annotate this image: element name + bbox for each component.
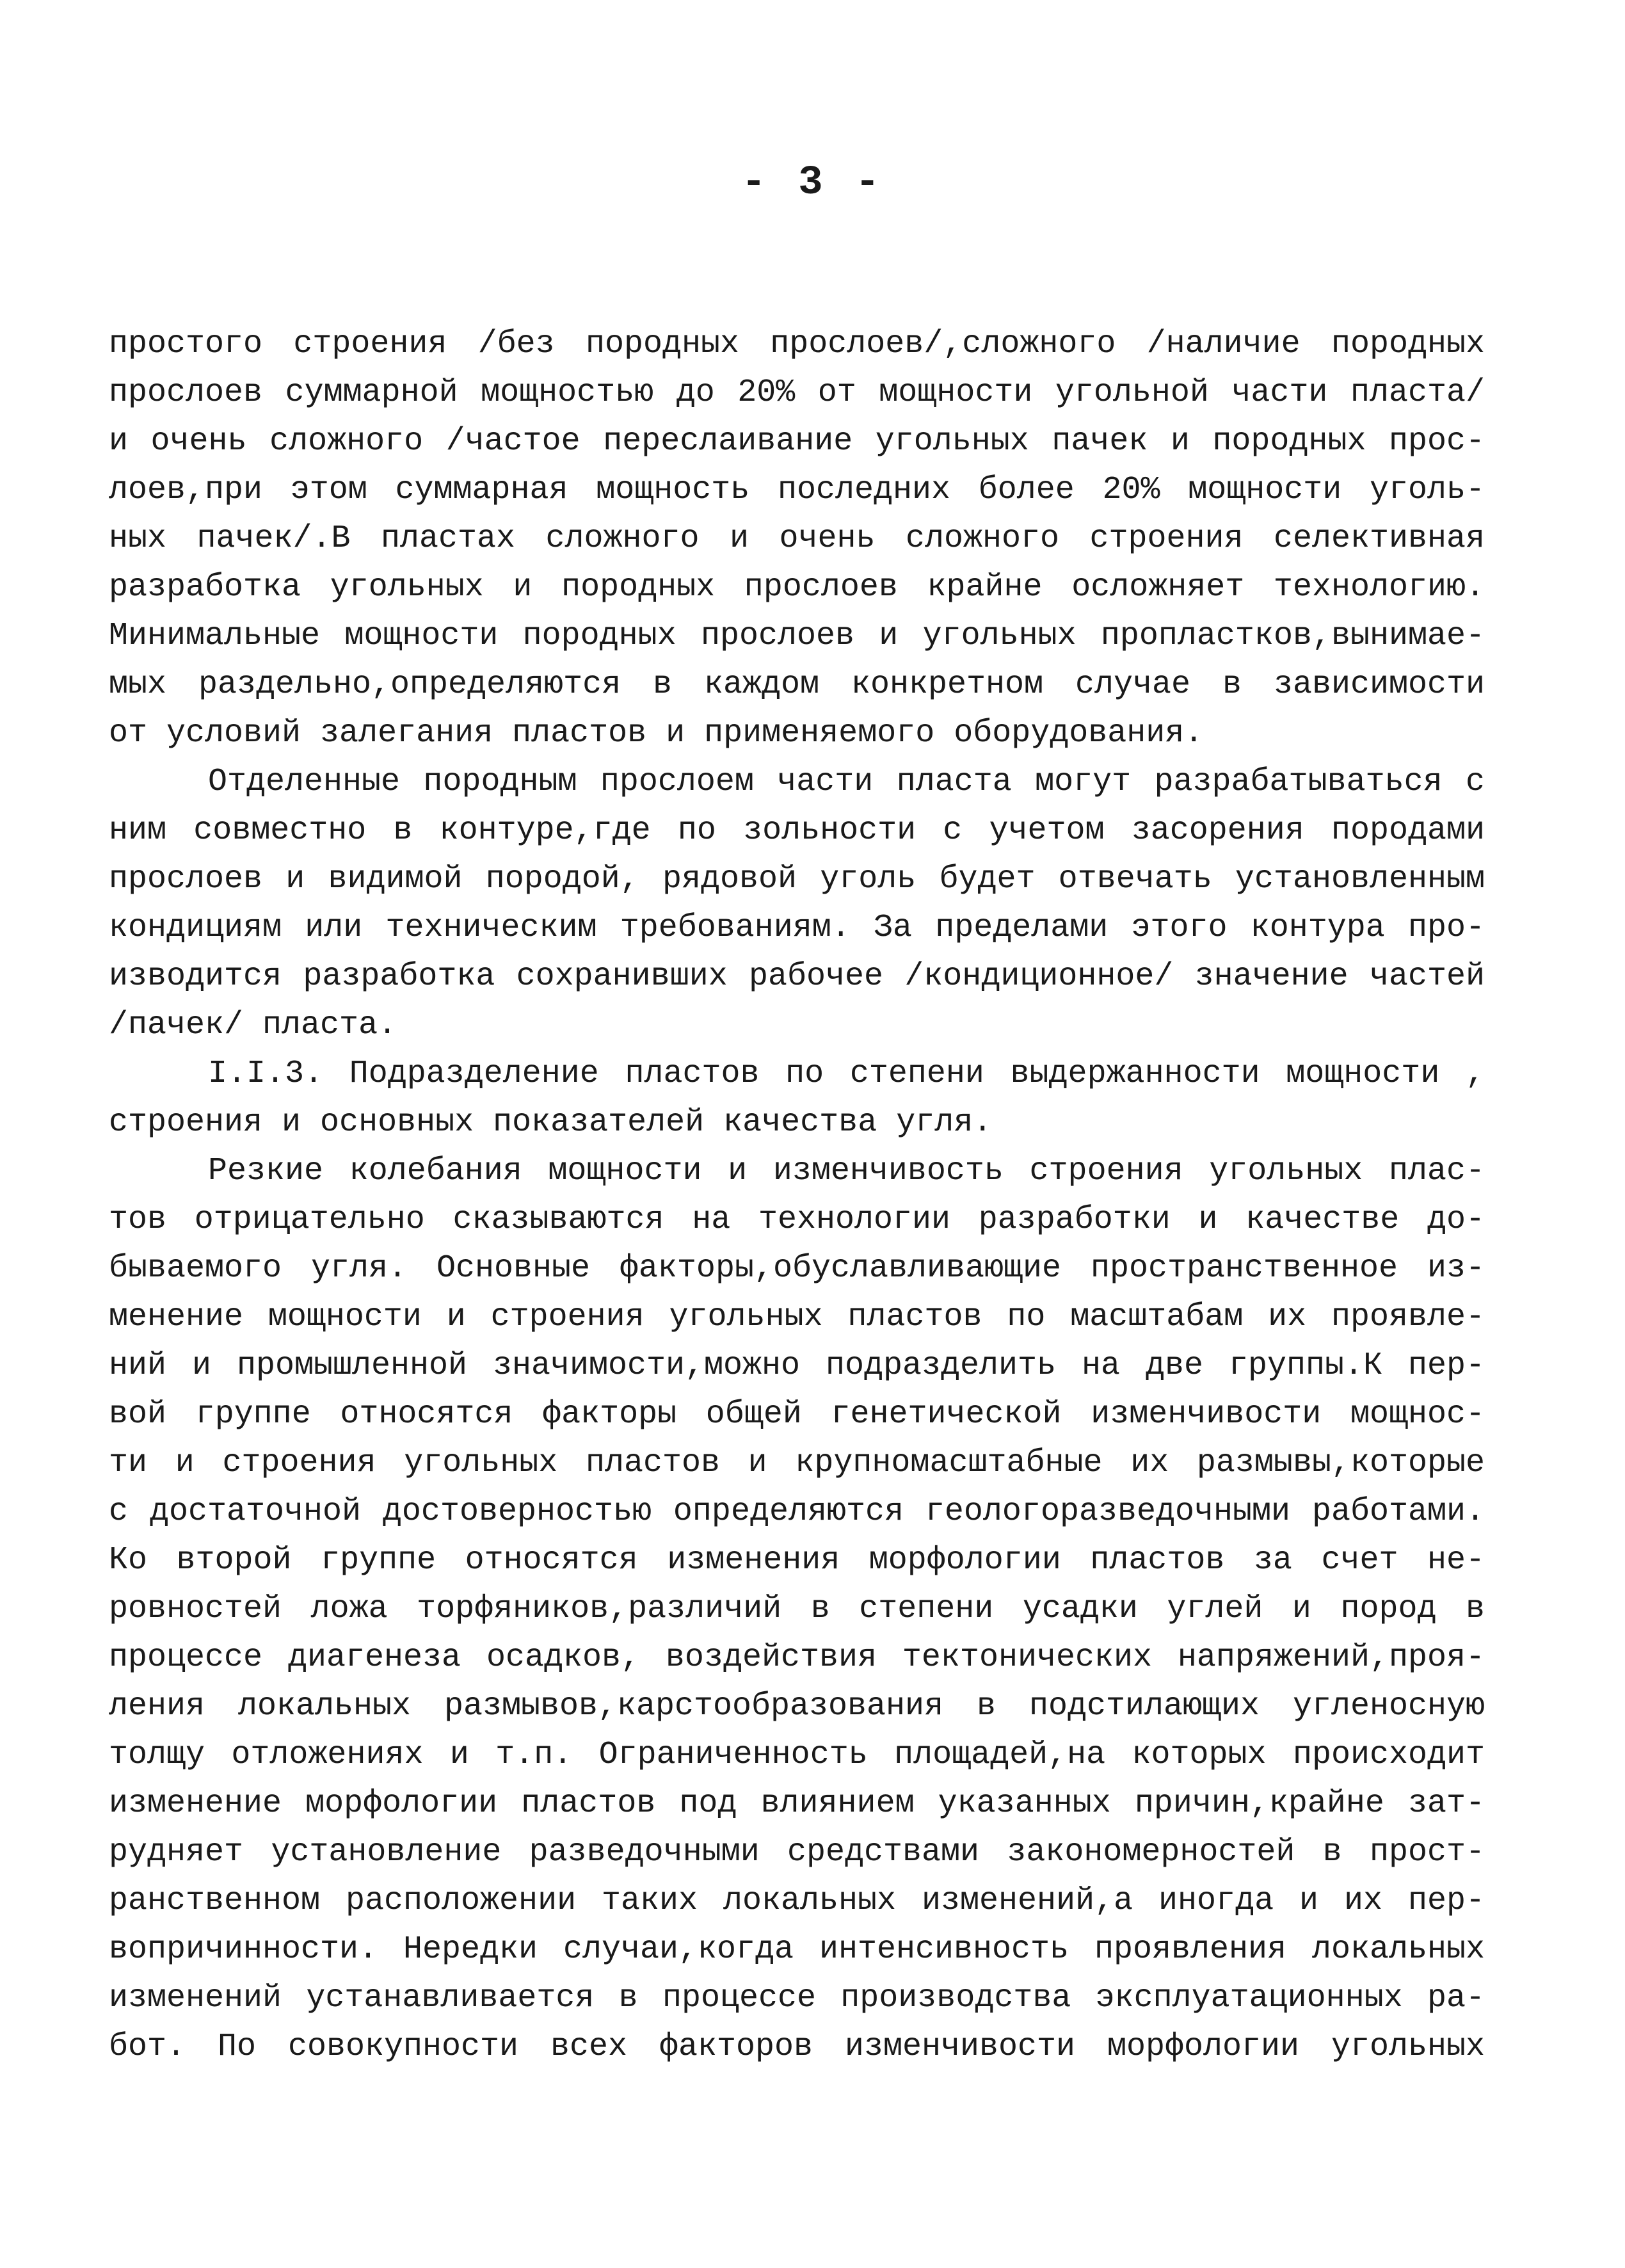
text-line: толщу отложениях и т.п. Ограниченность площадей,на которых происходит	[109, 1737, 1485, 1773]
text-line: ранственном расположении таких локальных изменений,а иногда и их пер-	[109, 1883, 1485, 1919]
text-line: изменений устанавливается в процессе производства эксплуатационных ра-	[109, 1980, 1485, 2016]
text-line: и очень сложного /частое переслаивание угольных пачек и породных прос-	[109, 423, 1485, 460]
text-line: ним совместно в контуре,где по зольности с учетом засорения породами	[109, 812, 1485, 849]
text-line: простого строения /без породных прослоев/,сложного /наличие породных	[109, 326, 1485, 362]
section-heading-continuation: строения и основных показателей качества угля.	[109, 1104, 993, 1141]
text-line: ти и строения угольных пластов и крупномасштабные их размывы,которые	[109, 1445, 1485, 1481]
text-line: кондициям или техническим требованиям. За пределами этого контура про-	[109, 910, 1485, 946]
text-line: Минимальные мощности породных прослоев и угольных пропластков,вынимае-	[109, 618, 1485, 654]
text-line: процессе диагенеза осадков, воздействия тектонических напряжений,проя-	[109, 1639, 1485, 1676]
text-line: прослоев и видимой породой, рядовой уголь будет отвечать установленным	[109, 861, 1485, 897]
text-line: ления локальных размывов,карстообразования в подстилающих угленосную	[109, 1688, 1485, 1725]
text-line: изводится разработка сохранивших рабочее /кондиционное/ значение частей	[109, 958, 1485, 995]
text-line: прослоев суммарной мощностью до 20% от мощности угольной части пласта/	[109, 374, 1485, 411]
paragraph-first-line: Резкие колебания мощности и изменчивость строения угольных плас-	[208, 1153, 1485, 1189]
text-line: ний и промышленной значимости,можно подразделить на две группы.К пер-	[109, 1347, 1485, 1384]
text-line: менение мощности и строения угольных пластов по масштабам их проявле-	[109, 1299, 1485, 1335]
text-line: вопричинности. Нередки случаи,когда интенсивность проявления локальных	[109, 1931, 1485, 1968]
text-line: мых раздельно,определяются в каждом конкретном случае в зависимости	[109, 666, 1485, 703]
paragraph-first-line: Отделенные породным прослоем части пласта могут разрабатываться с	[208, 764, 1485, 800]
text-line: бот. По совокупности всех факторов изменчивости морфологии угольных	[109, 2029, 1485, 2065]
text-line: тов отрицательно сказываются на технологии разработки и качестве до-	[109, 1202, 1485, 1238]
text-line: /пачек/ пласта.	[109, 1007, 397, 1043]
text-line: от условий залегания пластов и применяемого оборудования.	[109, 715, 1204, 752]
text-line: лоев,при этом суммарная мощность последних более 20% мощности уголь-	[109, 472, 1485, 508]
text-line: разработка угольных и породных прослоев крайне осложняет технологию.	[109, 569, 1485, 606]
text-line: ных пачек/.В пластах сложного и очень сложного строения селективная	[109, 520, 1485, 557]
text-line: ровностей ложа торфяников,различий в степени усадки углей и пород в	[109, 1591, 1485, 1627]
text-line: изменение морфологии пластов под влиянием указанных причин,крайне зат-	[109, 1785, 1485, 1822]
section-heading: I.I.3. Подразделение пластов по степени выдержанности мощности ,	[208, 1056, 1485, 1092]
text-line: вой группе относятся факторы общей генетической изменчивости мощнос-	[109, 1396, 1485, 1433]
page-number: - 3 -	[741, 160, 884, 206]
text-line: с достаточной достоверностью определяются геологоразведочными работами.	[109, 1493, 1485, 1530]
text-line: бываемого угля. Основные факторы,обуславливающие пространственное из-	[109, 1250, 1485, 1287]
text-line: Ко второй группе относятся изменения морфологии пластов за счет не-	[109, 1542, 1485, 1579]
text-line: рудняет установление разведочными средствами закономерностей в прост-	[109, 1834, 1485, 1870]
